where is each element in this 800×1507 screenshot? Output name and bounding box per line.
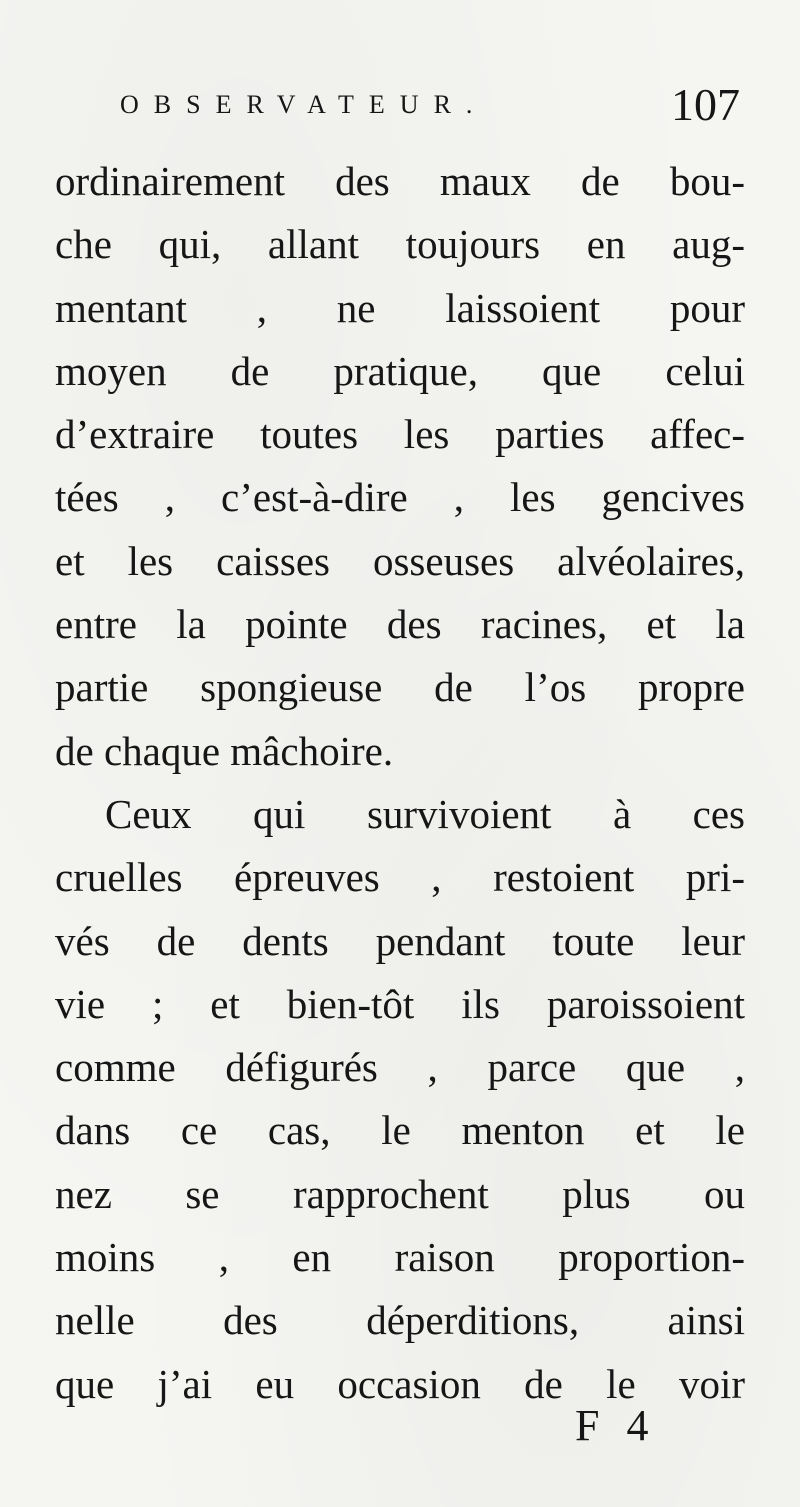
text-line: entre la pointe des racines, et la <box>55 601 745 648</box>
text-line: che qui, allant toujours en aug- <box>55 221 745 268</box>
text-line: dans ce cas, le menton et le <box>55 1107 745 1154</box>
text-line: de chaque mâchoire. <box>55 727 394 774</box>
text-line: partie spongieuse de l’os propre <box>55 664 745 711</box>
text-line: vie ; et bien-tôt ils paroissoient <box>55 980 745 1027</box>
text-line: ordinairement des maux de bou- <box>55 158 745 204</box>
body-text <box>55 150 745 1416</box>
text-line: tées , c’est-à-dire , les gencives <box>55 474 745 521</box>
text-line: et les caisses osseuses alvéolaires, <box>55 537 745 584</box>
text-line: comme défigurés , parce que , <box>55 1044 745 1091</box>
page-number: 107 <box>671 79 740 130</box>
text-line: cruelles épreuves , restoient pri- <box>55 854 745 901</box>
text-line: Ceux qui survivoient à ces <box>105 790 745 837</box>
running-head: OBSERVATEUR. <box>120 90 488 119</box>
signature-mark: F 4 <box>575 1401 657 1450</box>
text-line: mentant , ne laissoient pour <box>55 284 745 331</box>
text-line: nelle des déperditions, ainsi <box>55 1297 745 1344</box>
text-line: moins , en raison proportion- <box>55 1234 745 1281</box>
text-line: que j’ai eu occasion de le voir <box>55 1360 745 1407</box>
text-line: nez se rapprochent plus ou <box>55 1170 745 1217</box>
text-line: moyen de pratique, que celui <box>55 347 745 394</box>
text-line: d’extraire toutes les parties affec- <box>55 411 745 458</box>
text-line: vés de dents pendant toute leur <box>55 917 745 964</box>
page-header <box>120 78 740 138</box>
